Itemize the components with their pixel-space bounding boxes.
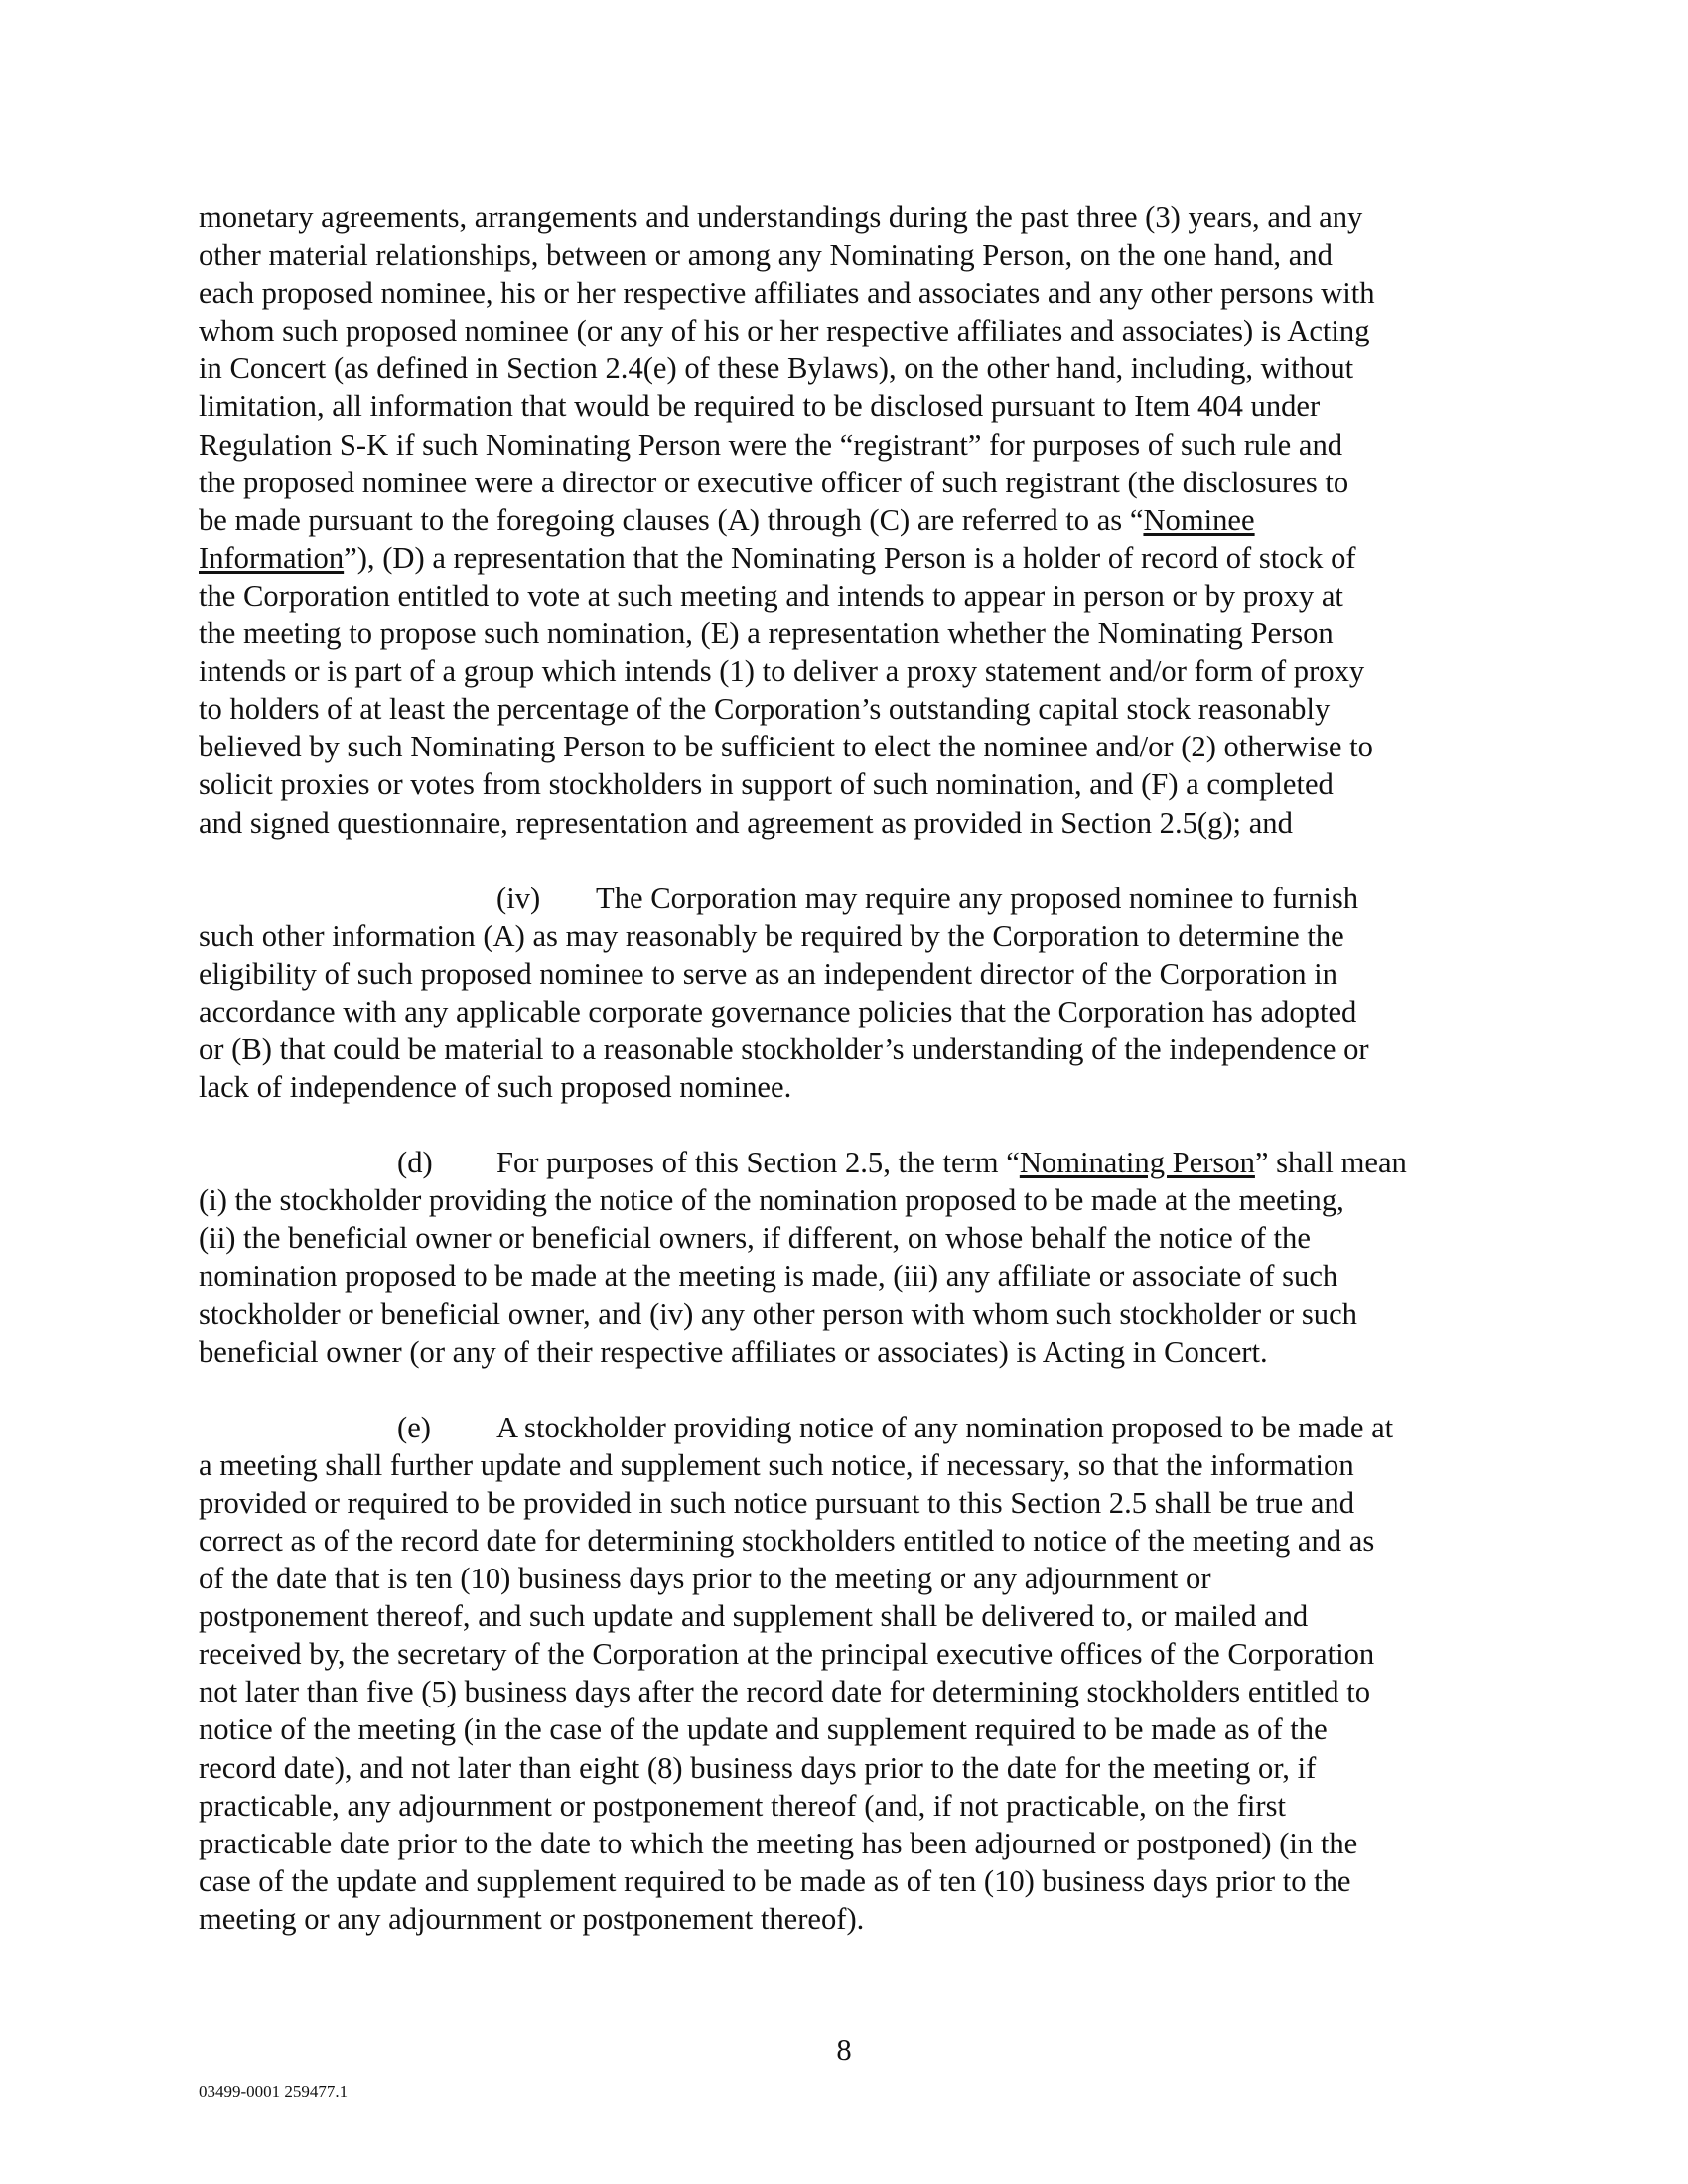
text-line: monetary agreements, arrangements and understandings during the past three (3) years, and any bbox=[199, 201, 1363, 234]
text-line: eligibility of such proposed nominee to serve as an independent director of the Corporation in bbox=[199, 956, 1337, 991]
text-line: such other information (A) as may reasonably be required by the Corporation to determine the bbox=[199, 918, 1344, 953]
text-line: (i) the stockholder providing the notice of the nomination proposed to be made at the meeting, bbox=[199, 1183, 1344, 1218]
text-line: Regulation S-K if such Nominating Person were the “registrant” for purposes of such rule and bbox=[199, 427, 1343, 462]
text-line: a meeting shall further update and supplement such notice, if necessary, so that the information bbox=[199, 1447, 1354, 1482]
clause-label: (d) bbox=[397, 1146, 433, 1180]
text-segment: ”), (D) a representation that the Nominating Person is a holder of record of stock of bbox=[344, 540, 1356, 575]
text-line bbox=[199, 1144, 1489, 1181]
text-line: record date), and not later than eight (8) business days prior to the date for the meeting or, if bbox=[199, 1750, 1317, 1785]
document-body bbox=[199, 199, 1489, 1938]
paragraph-e bbox=[199, 1409, 1489, 1938]
defined-term-information: Information bbox=[199, 540, 345, 575]
text-segment: A stockholder providing notice of any nomination proposed to be made at bbox=[496, 1410, 1394, 1444]
paragraph-spacer bbox=[199, 842, 1489, 880]
paragraph-nominee-information bbox=[199, 199, 1489, 842]
text-line: provided or required to be provided in such notice pursuant to this Section 2.5 shall be true and bbox=[199, 1485, 1354, 1520]
text-line: stockholder or beneficial owner, and (iv) any other person with whom such stockholder or such bbox=[199, 1297, 1357, 1331]
text-line: or (B) that could be material to a reasonable stockholder’s understanding of the independence or bbox=[199, 1031, 1369, 1066]
text-line: (ii) the beneficial owner or beneficial owners, if different, on whose behalf the notice of the bbox=[199, 1221, 1311, 1256]
text-line bbox=[199, 539, 1489, 577]
text-line: solicit proxies or votes from stockholders in support of such nomination, and (F) a completed bbox=[199, 767, 1334, 802]
text-line: intends or is part of a group which intends (1) to deliver a proxy statement and/or form of proxy bbox=[199, 654, 1365, 689]
text-segment: ” shall mean bbox=[1254, 1146, 1407, 1180]
text-line: to holders of at least the percentage of the Corporation’s outstanding capital stock reasonably bbox=[199, 692, 1331, 727]
text-line: received by, the secretary of the Corporation at the principal executive offices of the Corporation bbox=[199, 1637, 1375, 1672]
paragraph-spacer bbox=[199, 1106, 1489, 1144]
paragraph-iv bbox=[199, 880, 1489, 1107]
text-line: practicable date prior to the date to which the meeting has been adjourned or postponed) (in the bbox=[199, 1826, 1358, 1860]
page-number: 8 bbox=[836, 2033, 852, 2067]
text-line: the meeting to propose such nomination, (E) a representation whether the Nominating Person bbox=[199, 616, 1334, 651]
text-line: beneficial owner (or any of their respective affiliates or associates) is Acting in Concert. bbox=[199, 1334, 1268, 1369]
text-line bbox=[199, 880, 1489, 917]
document-id: 03499-0001 259477.1 bbox=[199, 2082, 349, 2101]
text-line: the Corporation entitled to vote at such meeting and intends to appear in person or by proxy at bbox=[199, 578, 1343, 613]
defined-term-nominee: Nominee bbox=[1143, 502, 1255, 537]
text-segment: The Corporation may require any proposed nominee to furnish bbox=[596, 881, 1359, 915]
defined-term-nominating-person: Nominating Person bbox=[1019, 1146, 1255, 1180]
text-line bbox=[199, 1409, 1489, 1446]
text-line: of the date that is ten (10) business days prior to the meeting or any adjournment or bbox=[199, 1562, 1211, 1596]
text-line: in Concert (as defined in Section 2.4(e) of these Bylaws), on the other hand, including, without bbox=[199, 351, 1354, 386]
text-segment: be made pursuant to the foregoing clauses (A) through (C) are referred to as “ bbox=[199, 502, 1144, 537]
text-line: postponement thereof, and such update and supplement shall be delivered to, or mailed and bbox=[199, 1599, 1309, 1634]
paragraph-d bbox=[199, 1144, 1489, 1371]
text-line: correct as of the record date for determining stockholders entitled to notice of the meeting and as bbox=[199, 1524, 1375, 1558]
text-line: accordance with any applicable corporate governance policies that the Corporation has adopted bbox=[199, 994, 1357, 1028]
text-line: whom such proposed nominee (or any of his or her respective affiliates and associates) is Acting bbox=[199, 314, 1370, 348]
text-line: not later than five (5) business days after the record date for determining stockholders entitled to bbox=[199, 1675, 1371, 1709]
text-line: and signed questionnaire, representation and agreement as provided in Section 2.5(g); and bbox=[199, 805, 1293, 840]
clause-label: (e) bbox=[397, 1410, 431, 1444]
text-line: believed by such Nominating Person to be sufficient to elect the nominee and/or (2) otherwise to bbox=[199, 730, 1373, 764]
text-line: limitation, all information that would be required to be disclosed pursuant to Item 404 under bbox=[199, 389, 1321, 424]
clause-label: (iv) bbox=[496, 881, 541, 915]
text-line: lack of independence of such proposed nominee. bbox=[199, 1070, 792, 1105]
text-line: nomination proposed to be made at the meeting is made, (iii) any affiliate or associate of such bbox=[199, 1259, 1338, 1294]
text-segment: For purposes of this Section 2.5, the term “ bbox=[496, 1146, 1020, 1180]
text-line: each proposed nominee, his or her respective affiliates and associates and any other persons with bbox=[199, 276, 1375, 311]
text-line: notice of the meeting (in the case of the update and supplement required to be made as of the bbox=[199, 1712, 1328, 1747]
text-line: practicable, any adjournment or postponement thereof (and, if not practicable, on the first bbox=[199, 1788, 1287, 1823]
text-line: meeting or any adjournment or postponement thereof). bbox=[199, 1901, 865, 1936]
text-line: other material relationships, between or among any Nominating Person, on the one hand, and bbox=[199, 238, 1333, 273]
paragraph-spacer bbox=[199, 1371, 1489, 1409]
text-line: case of the update and supplement required to be made as of ten (10) business days prior to the bbox=[199, 1863, 1351, 1898]
text-line: the proposed nominee were a director or executive officer of such registrant (the disclosures to bbox=[199, 465, 1349, 499]
text-line bbox=[199, 501, 1489, 539]
